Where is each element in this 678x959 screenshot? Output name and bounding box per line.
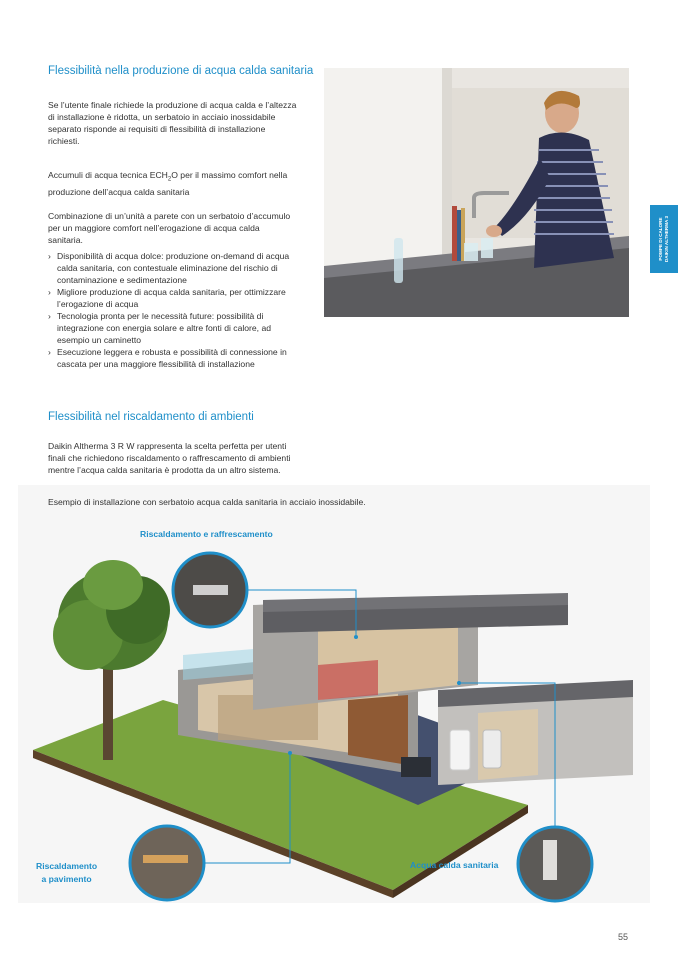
callout-domestic-hot-water: Acqua calda sanitaria — [410, 860, 499, 870]
list-item — [48, 346, 323, 370]
kitchen-photo — [324, 68, 629, 317]
list-item — [48, 250, 323, 286]
section-title-hot-water: Flessibilità nella produzione di acqua calda sanitaria — [48, 65, 314, 77]
callout-floor-heating — [36, 860, 97, 886]
paragraph-ech2o — [48, 169, 318, 198]
paragraph-hot-water-intro — [48, 99, 318, 147]
text-line: per un maggiore comfort nell’erogazione di acqua calda — [48, 223, 260, 233]
chapter-tab — [650, 205, 678, 273]
page-number: 55 — [617, 932, 628, 942]
kitchen-photo-illustration — [324, 68, 629, 317]
text-line: mentre l’acqua calda sanitaria è prodotta da un altro sistema. — [48, 465, 281, 475]
chapter-tab-label — [658, 216, 670, 262]
text-line: contaminazione e sedimentazione — [57, 275, 187, 285]
text-line: Daikin Altherma 3 R W rappresenta la scelta perfetta per utenti — [48, 441, 287, 451]
text-line: di installazione è ridotta, un serbatoio in acciaio inossidabile — [48, 112, 276, 122]
text-line: O per il massimo comfort nella — [171, 170, 288, 180]
list-item — [48, 310, 323, 346]
bullet-marker: › — [48, 311, 51, 321]
text-line: Disponibilità di acqua dolce: produzione on-demand di acqua — [57, 251, 290, 261]
hot-water-tank — [450, 730, 470, 770]
text-line: cascata per una maggiore flessibilità di installazione — [57, 359, 255, 369]
text-line: sanitaria. — [48, 235, 83, 245]
text-line: Migliore produzione di acqua calda sanitaria, per ottimizzare — [57, 287, 286, 297]
text-line: calda sanitaria, con contestuale eliminazione del rischio di — [57, 263, 278, 273]
text-line: l’erogazione di acqua — [57, 299, 139, 309]
text-line: richiesti. — [48, 136, 80, 146]
bullet-marker: › — [48, 347, 51, 357]
benefit-list — [48, 250, 323, 370]
diagram-caption: Esempio di installazione con serbatoio acqua calda sanitaria in acciaio inossidabile. — [48, 497, 366, 507]
bullet-marker: › — [48, 287, 51, 297]
paragraph-altherma — [48, 440, 348, 476]
subscript: 2 — [167, 176, 172, 183]
text-line: separato risponde ai requisiti di flessibilità di installazione — [48, 124, 266, 134]
text-line: Tecnologia pronta per le necessità future: possibilità di — [57, 311, 264, 321]
text-line: Accumuli di acqua tecnica ECH — [48, 170, 168, 180]
text-line: produzione dell’acqua calda sanitaria — [48, 186, 190, 197]
text-line: Esecuzione leggera e robusta e possibilità di connessione in — [57, 347, 287, 357]
callout-line: Riscaldamento — [36, 861, 98, 871]
text-line: integrazione con energia solare e altre fonti di calore, ad — [57, 323, 272, 333]
text-line: finali che richiedono riscaldamento o raffrescamento di ambienti — [48, 453, 291, 463]
text-line: Combinazione di un’unità a parete con un serbatoio d’accumulo — [48, 211, 291, 221]
text-line: esempio un caminetto — [57, 335, 142, 345]
chapter-tab-line: DAIKIN ALTHERMA 3 — [664, 215, 669, 263]
outdoor-unit — [401, 757, 431, 777]
text-line: Se l’utente finale richiede la produzione di acqua calda e l’altezza — [48, 100, 297, 110]
paragraph-combination — [48, 210, 318, 246]
callout-heating-cooling: Riscaldamento e raffrescamento — [140, 529, 273, 539]
list-item — [48, 286, 323, 310]
chapter-tab-line: POMPE DI CALORE — [658, 217, 663, 261]
bullet-marker: › — [48, 251, 51, 261]
section-title-space-heating: Flessibilità nel riscaldamento di ambienti — [48, 411, 254, 423]
callout-line: a pavimento — [41, 874, 92, 884]
installation-diagram — [18, 485, 650, 903]
